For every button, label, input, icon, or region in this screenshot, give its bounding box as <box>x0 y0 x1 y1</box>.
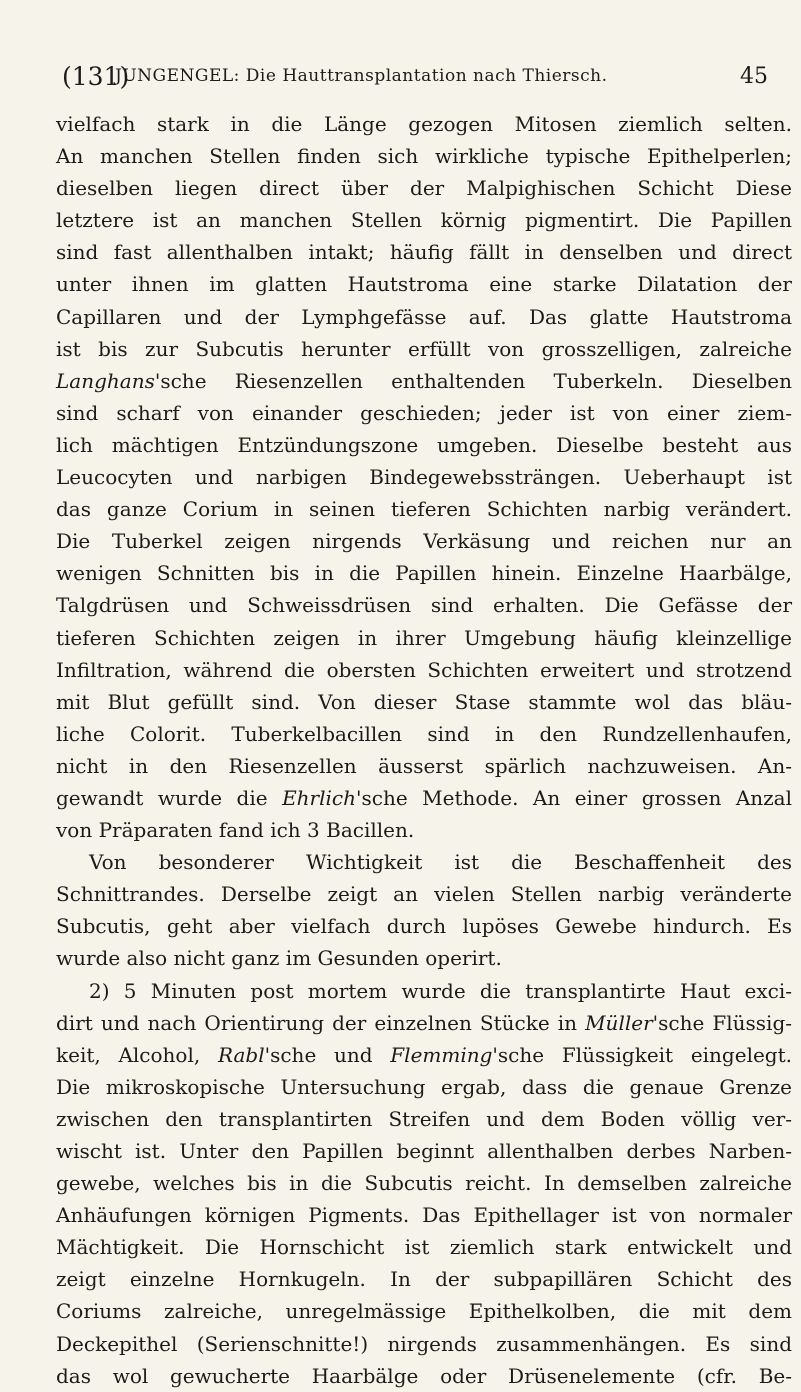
text-run: letztere ist an manchen Stellen körnig pigmentirt. Die Papillen <box>56 208 792 233</box>
text-run: wischt ist. Unter den Papillen beginnt allenthalben derbes Narben- <box>56 1139 792 1163</box>
text-line <box>56 461 792 493</box>
text-run: An manchen Stellen finden sich wirkliche typische Epithelperlen; <box>56 144 792 169</box>
italic-name: Ehrlich' <box>282 785 362 810</box>
text-run: liche Colorit. Tuberkelbacillen sind in den Rundzellenhaufen, <box>56 721 792 746</box>
italic-name: Langhans' <box>56 368 161 393</box>
text-run: 2) 5 Minuten post mortem wurde die transplantirte Haut exci- <box>89 978 792 1003</box>
text-run: Schnittrandes. Derselbe zeigt an vielen Stellen narbig veränderte <box>56 882 792 907</box>
text-line <box>56 557 792 589</box>
text-line <box>56 878 792 910</box>
text-line <box>56 301 792 333</box>
text-run: gewandt wurde die <box>56 785 283 810</box>
text-line <box>56 975 792 1007</box>
text-run: sche Methode. An einer grossen Anzal <box>361 785 792 810</box>
text-line <box>56 1007 792 1039</box>
text-line <box>56 172 792 204</box>
page-right-number: 45 <box>740 64 768 89</box>
text-line <box>56 1135 792 1167</box>
text-line <box>56 782 792 814</box>
text-run: wurde also nicht ganz im Gesunden operirt. <box>56 946 502 971</box>
text-run: von Präparaten fand ich 3 Bacillen. <box>56 818 415 843</box>
text-line <box>56 1328 792 1360</box>
text-line <box>56 622 792 654</box>
body-text <box>56 108 792 1392</box>
text-run: Leucocyten und narbigen Bindegewebssträngen. Ueberhaupt ist <box>56 465 792 490</box>
text-run: tieferen Schichten zeigen in ihrer Umgebung häufig kleinzellige <box>56 625 792 650</box>
text-line <box>56 140 792 172</box>
text-line <box>56 942 792 974</box>
text-run: Von besonderer Wichtigkeit ist die Beschaffenheit des <box>89 850 792 875</box>
text-line <box>56 654 792 686</box>
italic-name: Rabl' <box>217 1042 271 1067</box>
text-run: Subcutis, geht aber vielfach durch lupöses Gewebe hindurch. Es <box>56 914 792 939</box>
text-run: Talgdrüsen und Schweissdrüsen sind erhalten. Die Gefässe der <box>56 593 792 618</box>
text-line <box>56 1167 792 1199</box>
text-line <box>56 204 792 236</box>
text-run: Die Tuberkel zeigen nirgends Verkäsung und reichen nur an <box>56 529 792 554</box>
text-line <box>56 846 792 878</box>
text-line <box>56 750 792 782</box>
text-line <box>56 910 792 942</box>
text-line <box>56 589 792 621</box>
text-line <box>56 525 792 557</box>
page-header <box>0 62 801 98</box>
page-number: (131) <box>62 62 130 91</box>
text-run: sche Riesenzellen enthaltenden Tuberkeln. Dieselben <box>160 368 792 393</box>
text-run: mit Blut gefüllt sind. Von dieser Stase stammte wol das bläu- <box>56 689 792 714</box>
text-line <box>56 1039 792 1071</box>
text-line <box>56 397 792 429</box>
text-line <box>56 333 792 365</box>
text-run: Anhäufungen körnigen Pigments. Das Epithellager ist von normaler <box>56 1203 792 1228</box>
text-line <box>56 1360 792 1392</box>
text-run: wenigen Schnitten bis in die Papillen hinein. Einzelne Haarbälge, <box>56 561 792 586</box>
text-run: dieselben liegen direct über der Malpighischen Schicht Diese <box>56 176 792 201</box>
text-run: unter ihnen im glatten Hautstroma eine starke Dilatation der <box>56 272 792 297</box>
text-run: Capillaren und der Lymphgefässe auf. Das glatte Hautstroma <box>56 304 792 329</box>
text-line <box>56 365 792 397</box>
text-run: sche und <box>270 1042 391 1067</box>
text-run: das wol gewucherte Haarbälge oder Drüsenelemente (cfr. Be- <box>56 1363 792 1388</box>
text-line <box>56 429 792 461</box>
text-run: Infiltration, während die obersten Schichten erweitert und strotzend <box>56 657 792 682</box>
text-run: zwischen den transplantirten Streifen und dem Boden völlig ver- <box>56 1106 792 1131</box>
text-line <box>56 236 792 268</box>
text-run: sche Flüssig- <box>658 1010 793 1035</box>
text-run: dirt und nach Orientirung der einzelnen Stücke in <box>56 1010 586 1035</box>
text-line <box>56 814 792 846</box>
text-line <box>56 493 792 525</box>
text-run: das ganze Corium in seinen tieferen Schichten narbig verändert. <box>56 497 792 522</box>
text-line <box>56 1263 792 1295</box>
text-run: Coriums zalreiche, unregelmässige Epithelkolben, die mit dem <box>56 1299 792 1324</box>
text-run: gewebe, welches bis in die Subcutis reicht. In demselben zalreiche <box>56 1171 792 1196</box>
text-run: keit, Alcohol, <box>56 1042 218 1067</box>
text-line <box>56 1295 792 1327</box>
running-title: JUNGENGEL: Die Hauttransplantation nach Thiersch. <box>115 66 608 86</box>
text-line <box>56 1199 792 1231</box>
text-line <box>56 1231 792 1263</box>
text-run: Deckepithel (Serienschnitte!) nirgends zusammenhängen. Es sind <box>56 1331 792 1356</box>
text-line <box>56 1103 792 1135</box>
text-line <box>56 1071 792 1103</box>
text-line <box>56 268 792 300</box>
text-run: sind scharf von einander geschieden; jeder ist von einer ziem- <box>56 400 792 425</box>
text-line <box>56 718 792 750</box>
text-run: nicht in den Riesenzellen äusserst spärlich nachzuweisen. An- <box>56 753 792 778</box>
italic-name: Flemming' <box>390 1042 498 1067</box>
text-run: zeigt einzelne Hornkugeln. In der subpapillären Schicht des <box>56 1267 792 1292</box>
text-run: Die mikroskopische Untersuchung ergab, dass die genaue Grenze <box>56 1074 792 1099</box>
text-run: ist bis zur Subcutis herunter erfüllt von grosszelligen, zalreiche <box>56 336 792 361</box>
text-run: lich mächtigen Entzündungszone umgeben. Dieselbe besteht aus <box>56 432 792 457</box>
text-line <box>56 108 792 140</box>
italic-name: Müller' <box>585 1010 659 1035</box>
text-run: sche Flüssigkeit eingelegt. <box>497 1042 792 1067</box>
text-line <box>56 686 792 718</box>
text-run: vielfach stark in die Länge gezogen Mitosen ziemlich selten. <box>56 112 792 136</box>
text-run: sind fast allenthalben intakt; häufig fällt in denselben und direct <box>56 240 792 265</box>
text-run: Mächtigkeit. Die Hornschicht ist ziemlich stark entwickelt und <box>56 1235 792 1260</box>
